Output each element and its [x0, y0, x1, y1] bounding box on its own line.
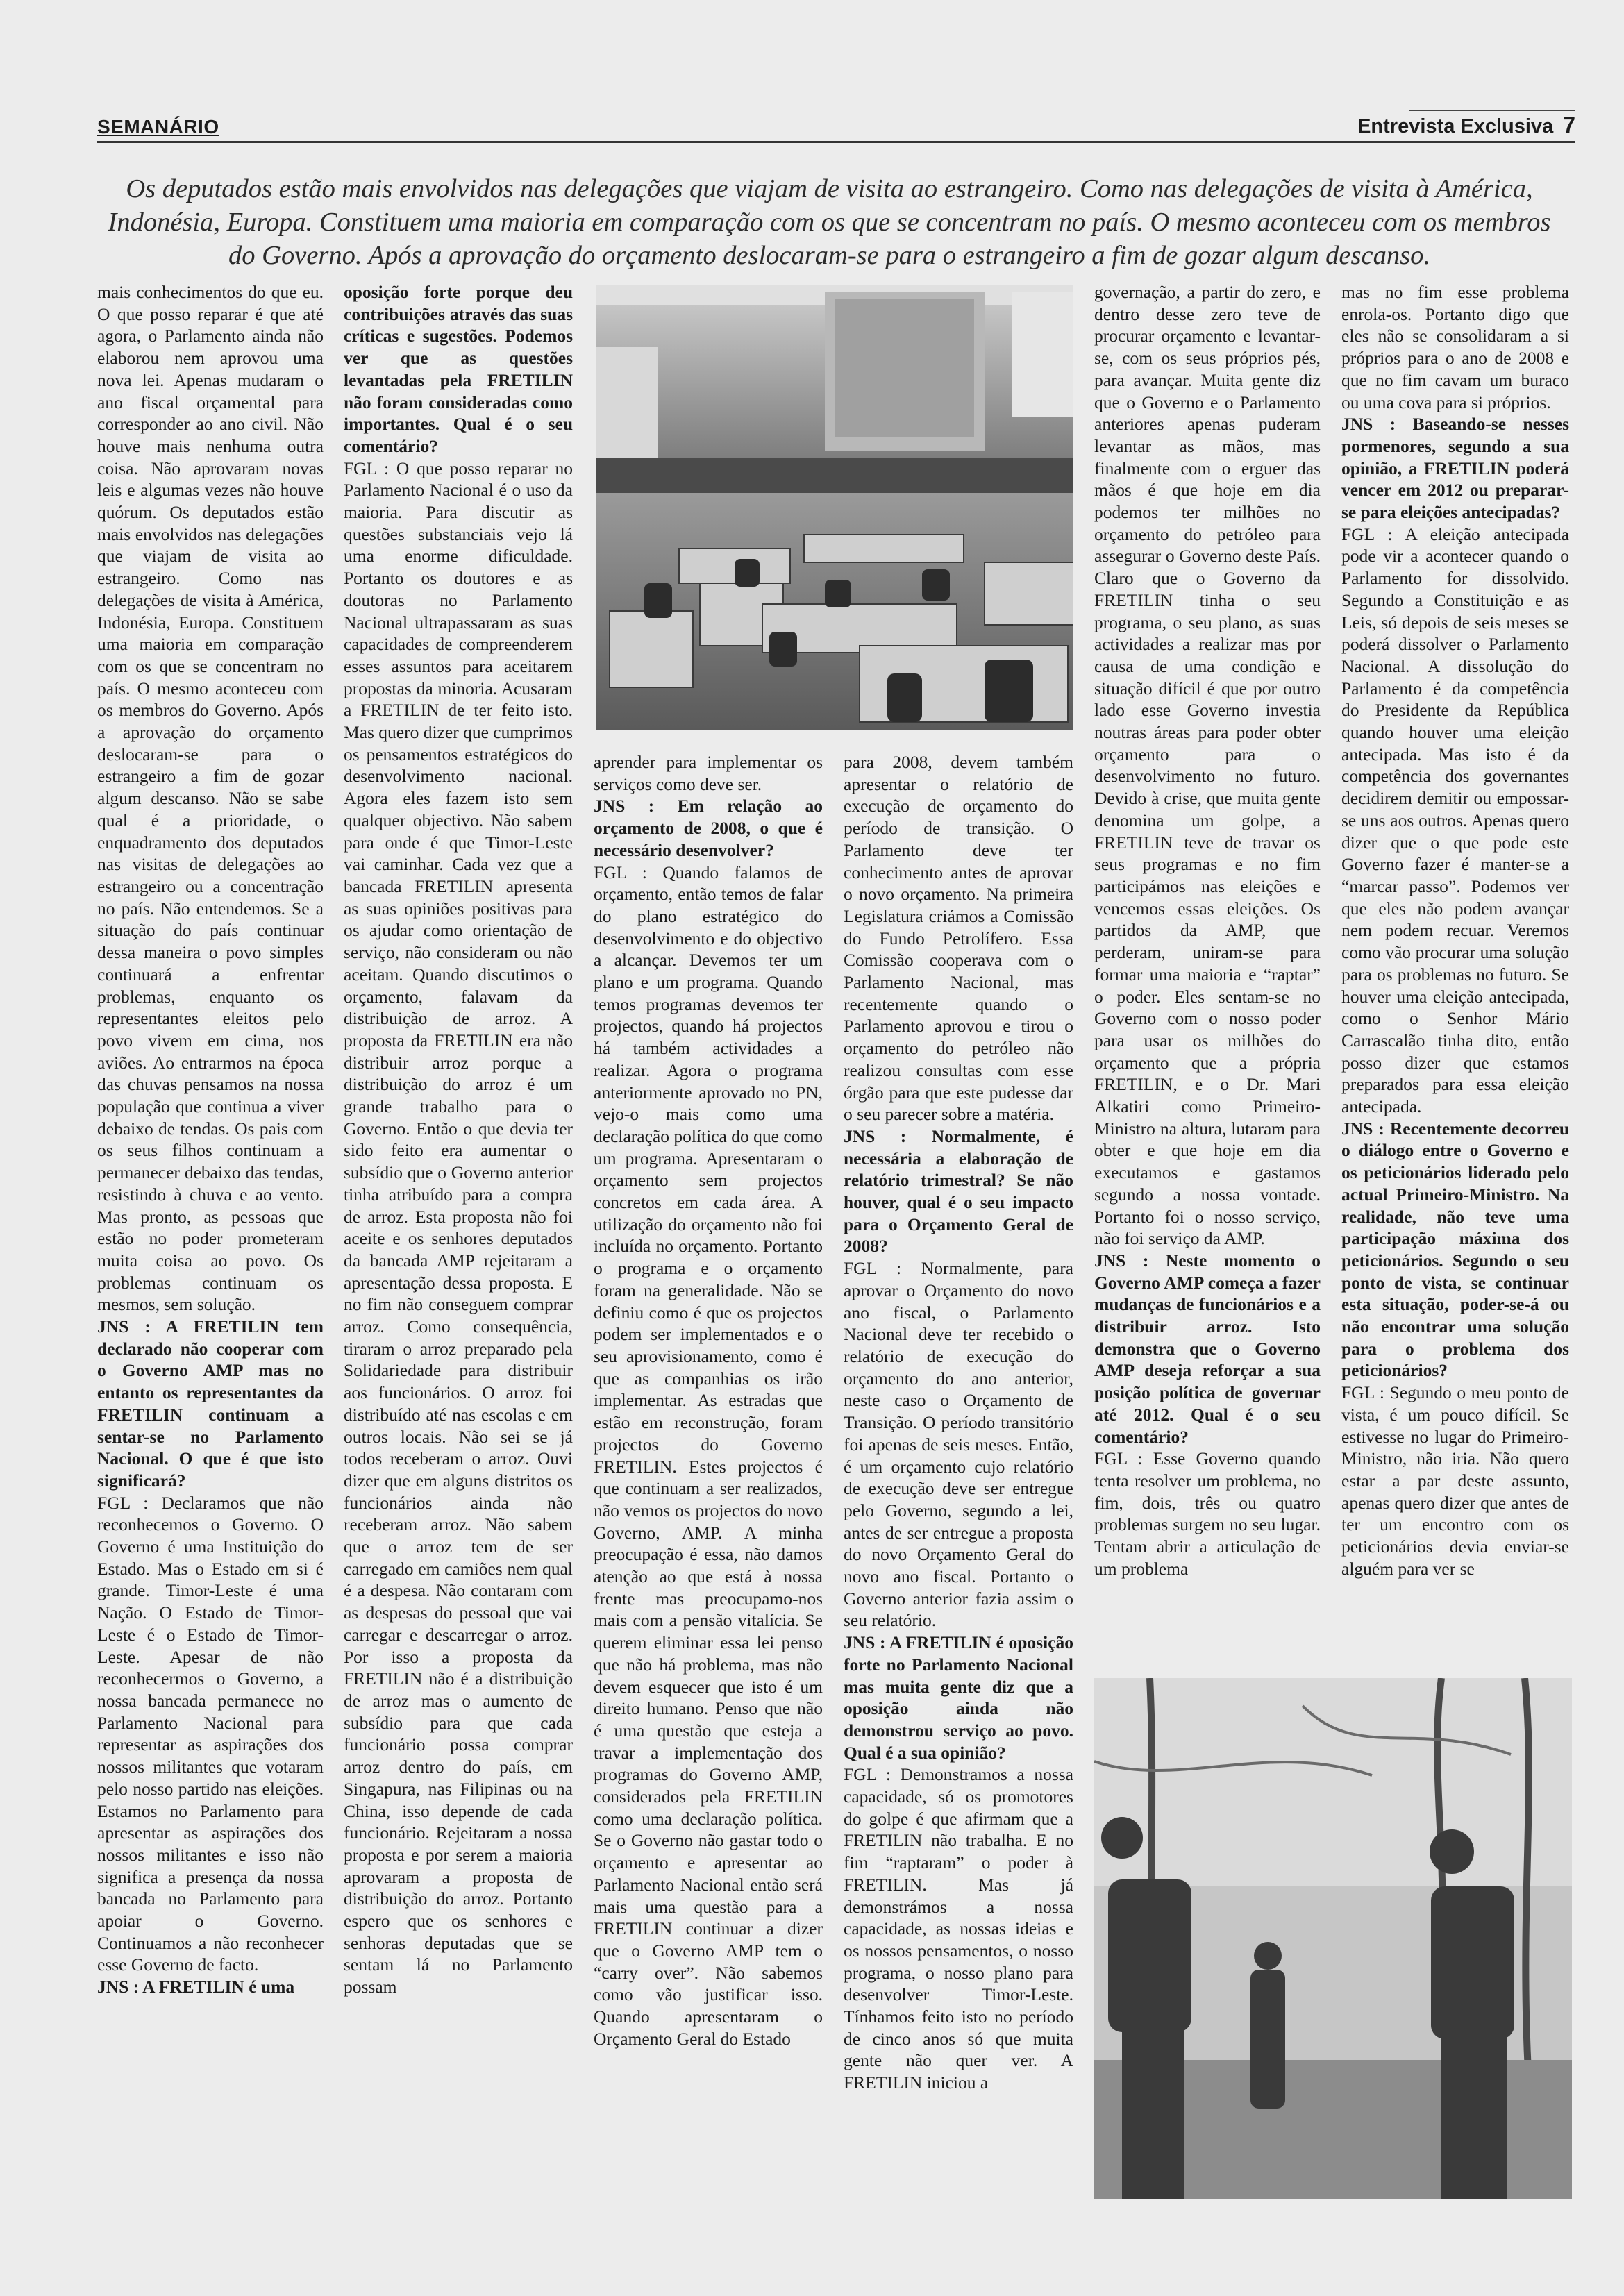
parliament-chamber-photo: [596, 285, 1073, 730]
interview-question: JNS : Em relação ao orçamento de 2008, o que é necessário desenvolver?: [594, 796, 823, 860]
interview-paragraph: mais conhecimentos do que eu. O que posso reparar é que até agora, o Parlamento ainda não elaborou nem aprovou uma nova lei. Apenas mudaram o ano fiscal orçamental para corresponder ao ano civil. Não houve mais nenhuma outra coisa. Não aprovaram novas leis e algumas vezes não houve quórum. Os deputados estão mais envolvidos nas delegações que viajam de visita ao estrangeiro. Como nas delegações de visita à América, Indonésia, Europa. Constituem uma maioria em comparação com os que se concentram no país. O mesmo aconteceu com os membros do Governo. Após a aprovação do orçamento deslocaram-se para o estrangeiro a fim de gozar algum descanso. Não se sabe qual é a prioridade, o enquadramento dos deputados nas visitas de delegações ao estrangeiro ou a concentração no país. Não entendemos. Se a situação do país continuar dessa maneira o povo simples continuará a enfrentar problemas, enquanto os representantes eleitos pelo povo vivem em cima, nos aviões. Ao entrarmos na época das chuvas pensamos na nossa população que continua a viver debaixo de tendas. Os pais com os seus filhos continuam a permanecer debaixo das tendas, resistindo à chuva e ao vento. Mas pronto, as pessoas que estão no poder prometeram muita coisa ao povo. Os problemas continuam os mesmos, sem solução.: [97, 282, 324, 1315]
header-rule-decoration: [1409, 110, 1575, 111]
column-3: [594, 751, 823, 2197]
parliament-photo-illustration: [596, 285, 1073, 730]
column-1: [97, 281, 324, 2197]
soldiers-photo-illustration: [1094, 1678, 1572, 2199]
interview-paragraph: FGL : Segundo o meu ponto de vista, é um pouco difícil. Se estivesse no lugar do Primeiro-Ministro, não iria. Não quero estar a par deste assunto, apenas quero dizer que antes de ter um encontro com os peticionários devia enviar-se alguém para ver se: [1341, 1382, 1569, 1579]
publication-name: SEMANÁRIO: [97, 116, 219, 137]
interview-question: JNS : Normalmente, é necessária a elaboração de relatório trimestral? Se não houver, qual é o seu impacto para o Orçamento Geral de 2008?: [844, 1125, 1073, 1257]
page-header: [97, 113, 1575, 143]
interview-question: JNS : A FRETILIN tem declarado não cooperar com o Governo AMP mas no entanto os representantes da FRETILIN continuam a sentar-se no Parlamento Nacional. O que é que isto significará?: [97, 1316, 324, 1491]
interview-paragraph: FGL : O que posso reparar no Parlamento Nacional é o uso da maioria. Para discutir as questões substanciais vejo lá uma enorme dificuldade. Portanto os doutores e as doutoras no Parlamento Nacional ultrapassaram as suas capacidades de compreenderem esses assuntos para aceitarem propostas da minoria. Acusaram a FRETILIN de ter feito isto. Mas quero dizer que cumprimos os pensamentos estratégicos do desenvolvimento nacional. Agora eles fazem isto sem qualquer objectivo. Não sabem para onde é que Timor-Leste vai caminhar. Cada vez que a bancada FRETILIN apresenta as suas opiniões positivas para os ajudar como orientação de serviço, não consideram ou não aceitam. Quando discutimos o orçamento, falavam da distribuição de arroz. A proposta da FRETILIN era não distribuir arroz porque a distribuição do arroz é um grande trabalho para o Governo. Então o que devia ter sido feito era aumentar o subsídio que o Governo anterior tinha atribuído para a compra de arroz. Esta proposta não foi aceite e os senhores deputados da bancada AMP rejeitaram a apresentação dessa proposta. E no fim não conseguem comprar arroz. Como consequência, tiraram o arroz preparado pela Solidariedade para distribuir aos funcionários. O arroz foi distribuído até nas escolas e em outros locais. Não sei se já todos receberam o arroz. Ouvi dizer que em alguns distritos os funcionários ainda não receberam arroz. Não sabem que o arroz tem de ser carregado em camiões nem qual é a despesa. Não contaram com as despesas do pessoal que vai carregar e descarregar o arroz. Por isso a proposta da FRETILIN não é a distribuição de arroz mas o aumento de subsídio para que cada funcionário possa comprar arroz dentro do país, em Singapura, nas Filipinas ou na China, isso depende de cada funcionário. Rejeitaram a nossa proposta e por serem a maioria aprovaram a proposta de distribuição do arroz. Portanto espero que os senhores e senhoras deputadas que se sentam lá no Parlamento possam: [344, 458, 573, 1997]
interview-paragraph: FGL : A eleição antecipada pode vir a acontecer quando o Parlamento for dissolvido. Segundo a Constituição e as Leis, só depois de seis meses se poderá dissolver o Parlamento Nacional. A dissolução do Parlamento é da competência do Presidente da República quando houver uma eleição antecipada. Mas isto é da competência dos governantes decidirem demitir ou empossar-se uns aos outros. Apenas quero dizer que o que pode este Governo fazer é manter-se a “marcar passo”. Podemos ver que eles não podem avançar nem podem recuar. Veremos como vão procurar uma solução para os problemas no futuro. Se houver uma eleição antecipada, como o Senhor Mário Carrascalão tinha dito, então posso dizer que estamos preparados para essa eleição antecipada.: [1341, 523, 1569, 1117]
interview-question: JNS : A FRETILIN é oposição forte no Parlamento Nacional mas muita gente diz que a oposição ainda não demonstrou serviço ao povo. Qual é a sua opinião?: [844, 1632, 1073, 1763]
interview-question: JNS : A FRETILIN é uma: [97, 1977, 295, 1997]
interview-question: JNS : Recentemente decorreu o diálogo entre o Governo e os peticionários liderado pelo actual Primeiro-Ministro. Na realidade, não teve uma participação máxima dos peticionários. Segundo o seu ponto de vista, se continuar esta situação, poder-se-á ou não encontrar uma solução para o problema dos peticionários?: [1341, 1118, 1569, 1381]
interview-paragraph: aprender para implementar os serviços como deve ser.: [594, 752, 823, 794]
interview-paragraph: FGL : Demonstramos a nossa capacidade, só os promotores do golpe é que afirmam que a FRETILIN não trabalha. E no fim “raptaram” o poder à FRETILIN. Mas já demonstrámos a nossa capacidade, as nossas ideias e os nossos pensamentos, o nosso programa, o nosso plano para desenvolver Timor-Leste. Tínhamos feito isto no período de cinco anos só que muita gente não quer ver. A FRETILIN iniciou a: [844, 1764, 1073, 2093]
interview-paragraph: governação, a partir do zero, e dentro desse zero teve de procurar orçamento e levantar-se, com os seus próprios pés, para avançar. Muita gente diz que o Governo e o Parlamento anteriores apenas puderam levantar as mãos, mas finalmente com o erguer das mãos é que hoje em dia podemos ter milhões no orçamento do petróleo para assegurar o Governo deste País. Claro que o Governo da FRETILIN tinha o seu programa, o seu plano, as suas actividades a realizar mas por causa de uma condição e situação difícil é que por outro lado esse Governo investia noutras áreas para poder obter orçamento para o desenvolvimento no futuro. Devido à crise, que muita gente denomina um golpe, a FRETILIN teve de travar os seus programas e no fim participámos nas eleições e vencemos essas eleições. Os partidos da AMP, que perderam, uniram-se para formar uma maioria e “raptar” o poder. Eles sentam-se no Governo com o nosso poder para usar os milhões do orçamento que a própria FRETILIN, e o Dr. Mari Alkatiri como Primeiro-Ministro na altura, lutaram para obter e que hoje em dia executamos e gastamos segundo a nossa vontade. Portanto foi o nosso serviço, não foi serviço da AMP.: [1094, 282, 1321, 1249]
column-2: [344, 281, 573, 2197]
section-title: [1357, 112, 1575, 138]
interview-paragraph: mas no fim esse problema enrola-os. Portanto digo que eles não se consolidaram a si próprios para o ano de 2008 e que no fim cavam um buraco ou uma cova para si próprios.: [1341, 282, 1569, 412]
interview-paragraph: FGL : Quando falamos de orçamento, então temos de falar do plano estratégico do desenvolvimento e do objectivo a alcançar. Devemos ter um plano e um programa. Quando temos programas devemos ter projectos, quando há projectos há também actividades a realizar. Agora o programa anteriormente aprovado no PN, vejo-o mais como uma declaração política do que como um programa. Apresentaram o orçamento sem projectos concretos em cada área. A utilização do orçamento não foi incluída no orçamento. Portanto o programa e o orçamento foram na generalidade. Não se definiu como é que os projectos podem ser implementados e o seu aprovisionamento, como é que as companhias os irão implementar. As estradas que estão em reconstrução, foram projectos do Governo FRETILIN. Estes projectos é que continuam a ser realizados, não vemos os projectos do novo Governo, AMP. A minha preocupação é essa, não damos atenção ao que está à nossa frente mas preocupamo-nos mais com a pensão vitalícia. Se querem eliminar essa lei penso que não há problema, mas não devem esquecer que isto é um direito humano. Penso que não é uma questão que esteja a travar a implementação dos programas do Governo AMP, considerados pela FRETILIN como uma declaração política. Se o Governo não gastar todo o orçamento e apresentar ao Parlamento Nacional então será mais uma questão para a FRETILIN continuar a dizer que o Governo AMP tem o “carry over”. Não sabemos como vão justificar isso. Quando apresentaram o Orçamento Geral do Estado: [594, 862, 823, 2049]
interview-paragraph: FGL : Normalmente, para aprovar o Orçamento do novo ano fiscal, o Parlamento Nacional deve ter recebido o relatório de execução do orçamento do ano anterior, neste caso o Orçamento de Transição. O período transitório foi apenas de seis meses. Então, é um orçamento cujo relatório de execução deve ser entregue pelo Governo, segundo a lei, antes de ser entregue a proposta do novo Orçamento Geral do novo ano fiscal. Portanto o Governo anterior fazia assim o seu relatório.: [844, 1258, 1073, 1631]
interview-paragraph: FGL : Esse Governo quando tenta resolver um problema, no fim, dois, três ou quatro problemas surgem no seu lugar. Tentam abrir a articulação de um problema: [1094, 1448, 1321, 1579]
interview-paragraph: para 2008, devem também apresentar o relatório de execução de orçamento do período de transição. O Parlamento deve ter conhecimento antes de aprovar o novo orçamento. Na primeira Legislatura criámos a Comissão do Fundo Petrolífero. Essa Comissão cooperava com o Parlamento Nacional, mas recentemente quando o Parlamento aprovou e tirou o orçamento do petróleo não realizou consultas com esse órgão para que este pudesse dar o seu parecer sobre a matéria.: [844, 752, 1073, 1125]
interview-question: oposição forte porque deu contribuições através das suas críticas e sugestões. Podemos ver que as questões levantadas pela FRETILIN não foram consideradas como importantes. Qual é o seu comentário?: [344, 282, 573, 456]
pull-quote: Os deputados estão mais envolvidos nas delegações que viajam de visita ao estrangeiro. Como nas delegações de visita à América, Indonésia, Europa. Constituem uma maioria em comparação com os que se concentram no país. O mesmo aconteceu com os membros do Governo. Após a aprovação do orçamento deslocaram-se para o estrangeiro a fim de gozar algum descanso.: [108, 174, 1551, 270]
interview-question: JNS : Baseando-se nesses pormenores, segundo a sua opinião, a FRETILIN poderá vencer em 2012 ou preparar-se para eleições antecipadas?: [1341, 414, 1569, 523]
section-label: Entrevista Exclusiva: [1357, 115, 1554, 137]
interview-question: JNS : Neste momento o Governo AMP começa a fazer mudanças de funcionários e a distribuir arroz. Isto demonstra que o Governo AMP deseja reforçar a sua posição política de governar até 2012. Qual é o seu comentário?: [1094, 1250, 1321, 1447]
column-4: [844, 751, 1073, 2197]
soldiers-forest-photo: [1094, 1678, 1572, 2199]
page-number: 7: [1563, 112, 1575, 137]
column-6: [1341, 281, 1569, 1663]
interview-paragraph: FGL : Declaramos que não reconhecemos o Governo. O Governo é uma Instituição do Estado. Mas o Estado em si é grande. Timor-Leste é uma Nação. O Estado de Timor-Leste é o Estado de Timor-Leste. Apesar de não reconhecermos o Governo, a nossa bancada permanece no Parlamento Nacional para representar as aspirações dos nossos militantes que votaram pelo nosso partido nas eleições. Estamos no Parlamento para apresentar as aspirações dos nossos militantes e isso não significa a presença da nossa bancada no Parlamento para apoiar o Governo. Continuamos a não reconhecer esse Governo de facto.: [97, 1492, 324, 1975]
column-5: [1094, 281, 1321, 1663]
